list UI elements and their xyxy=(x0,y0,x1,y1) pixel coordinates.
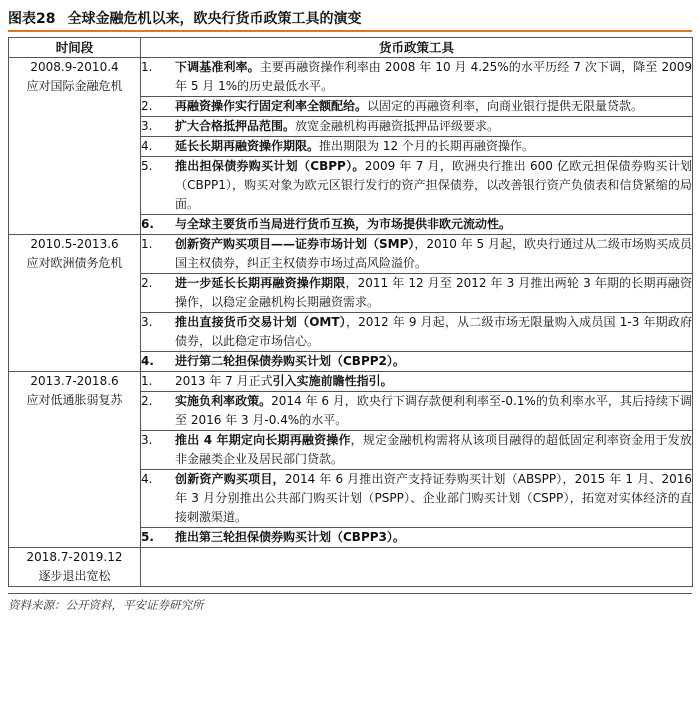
tool-cell xyxy=(141,137,693,157)
item-text-bold: 实施负利率政策。 xyxy=(175,394,272,408)
item-number: 3. xyxy=(141,433,153,447)
item-number: 4. xyxy=(141,139,153,153)
item-text xyxy=(175,470,692,527)
item-number: 5. xyxy=(141,159,153,173)
tool-cell xyxy=(141,352,693,372)
tool-cell xyxy=(141,215,693,235)
table-row xyxy=(9,58,693,97)
item-text-bold: 进一步延长长期再融资操作期限 xyxy=(175,276,346,290)
item-text-bold: 推出第三轮担保债券购买计划（CBPP3）。 xyxy=(175,530,405,544)
item-text-plain: 推出期限为 12 个月的长期再融资操作。 xyxy=(319,139,534,153)
tool-cell xyxy=(141,274,693,313)
item-number: 1. xyxy=(141,237,153,251)
item-number: 2. xyxy=(141,276,153,290)
item-text xyxy=(175,274,692,312)
header-period: 时间段 xyxy=(9,38,141,58)
item-number: 6. xyxy=(141,217,154,231)
figure-number: 图表28 xyxy=(8,11,56,27)
figure-title: 全球金融危机以来，欧央行货币政策工具的演变 xyxy=(67,11,362,27)
table-row xyxy=(9,235,693,274)
item-number: 3. xyxy=(141,315,153,329)
item-text-bold: 创新资产购买项目， xyxy=(175,472,285,486)
period-range: 2013.7-2018.6 xyxy=(30,374,119,388)
tool-cell xyxy=(141,58,693,97)
item-text-plain: 放宽金融机构再融资抵押品评级要求。 xyxy=(295,119,500,133)
item-number: 1. xyxy=(141,60,153,74)
item-text-plain: ，规定金融机构需将从该项目融得的超低固定利率资金用于发放非金融类企业及居民部门贷款。 xyxy=(175,433,692,466)
period-description: 应对国际金融危机 xyxy=(26,79,123,93)
item-text-plain: 2013 年 7 月正式 xyxy=(175,374,273,388)
item-text-bold: 进行第二轮担保债券购买计划（CBPP2）。 xyxy=(175,354,405,368)
item-text xyxy=(175,58,692,96)
item-number: 5. xyxy=(141,530,154,544)
item-text-bold: 推出担保债券购买计划（CBPP）。 xyxy=(175,159,365,173)
period-cell xyxy=(9,548,141,587)
item-text-bold: 创新资产购买项目——证券市场计划（SMP） xyxy=(175,237,415,251)
item-text xyxy=(175,431,692,469)
tool-cell xyxy=(141,372,693,392)
table-header-row xyxy=(9,38,693,58)
period-cell xyxy=(9,372,141,548)
item-text xyxy=(175,372,692,391)
period-range: 2010.5-2013.6 xyxy=(30,237,119,251)
item-text-plain: 2014 年 6 月推出资产支持证券购买计划（ABSPP），2015 年 1 月、2016 年 3 月分别推出公共部门购买计划（PSPP）、企业部门购买计划（CSPP），拓宽对实体经济的直接刺激渠道。 xyxy=(175,472,692,524)
item-number: 1. xyxy=(141,374,153,388)
item-text-bold: 下调基准利率。 xyxy=(175,60,260,74)
item-text xyxy=(175,352,692,371)
item-text-plain: ，2010 年 5 月起，欧央行通过从二级市场购买成员国主权债券，纠正主权债券市场过高风险溢价。 xyxy=(175,237,693,270)
table-row xyxy=(9,548,693,587)
item-text-plain: ，2011 年 12 月至 2012 年 3 月推出两轮 3 年期的长期再融资操作，以稳定金融机构长期融资需求。 xyxy=(175,276,692,309)
tool-cell-empty xyxy=(141,548,693,587)
item-text-plain: 主要再融资操作利率由 2008 年 10 月 4.25%的水平历经 7 次下调，降至 2009 年 5 月 1%的历史最低水平。 xyxy=(175,60,692,93)
period-description: 逐步退出宽松 xyxy=(38,569,111,583)
item-number: 3. xyxy=(141,119,153,133)
period-description: 应对欧洲债务危机 xyxy=(26,256,123,270)
tool-cell xyxy=(141,97,693,117)
period-cell xyxy=(9,58,141,235)
item-text-bold: 扩大合格抵押品范围。 xyxy=(175,119,296,133)
tool-cell xyxy=(141,392,693,431)
item-number: 2. xyxy=(141,394,153,408)
item-text-plain: 2009 年 7 月，欧洲央行推出 600 亿欧元担保债券购买计划（CBPP1），购买对象为欧元区银行发行的资产担保债券，以改善银行资产负债表和信贷紧缩的局面。 xyxy=(175,159,693,211)
tool-cell xyxy=(141,313,693,352)
tool-cell xyxy=(141,431,693,470)
header-tools: 货币政策工具 xyxy=(141,38,693,58)
item-text xyxy=(175,392,692,430)
chart-title-bar xyxy=(8,6,692,32)
tool-cell xyxy=(141,235,693,274)
period-range: 2018.7-2019.12 xyxy=(26,550,123,564)
tool-cell xyxy=(141,528,693,548)
item-text-bold: 推出直接货币交易计划（OMT） xyxy=(175,315,346,329)
table-body xyxy=(9,58,693,587)
item-number: 4. xyxy=(141,354,154,368)
item-text-bold: 再融资操作实行固定利率全额配给。 xyxy=(175,99,368,113)
item-text xyxy=(175,215,692,234)
item-text xyxy=(175,137,692,156)
item-number: 2. xyxy=(141,99,153,113)
period-description: 应对低通胀弱复苏 xyxy=(26,393,123,407)
source-note: 资料来源：公开资料，平安证券研究所 xyxy=(8,593,692,613)
policy-table xyxy=(8,37,693,587)
item-text xyxy=(175,313,692,351)
item-text-plain: 以固定的再融资利率，向商业银行提供无限量贷款。 xyxy=(367,99,644,113)
item-text xyxy=(175,528,692,547)
item-text-bold: 与全球主要货币当局进行货币互换，为市场提供非欧元流动性。 xyxy=(175,217,512,231)
period-range: 2008.9-2010.4 xyxy=(30,60,119,74)
item-text-plain: 2014 年 6 月，欧央行下调存款便利利率至-0.1%的负利率水平，其后持续下调至 2016 年 3 月-0.4%的水平。 xyxy=(175,394,692,427)
tool-cell xyxy=(141,157,693,215)
item-text xyxy=(175,157,692,214)
tool-cell xyxy=(141,470,693,528)
item-text-plain: ，2012 年 9 月起，从二级市场无限量购入成员国 1-3 年期政府债券，以此稳定市场信心。 xyxy=(175,315,692,348)
item-text xyxy=(175,235,692,273)
item-text-bold: 延长长期再融资操作期限。 xyxy=(175,139,320,153)
period-cell xyxy=(9,235,141,372)
item-text xyxy=(175,97,692,116)
item-text-bold: 推出 4 年期定向长期再融资操作 xyxy=(175,433,351,447)
table-row xyxy=(9,372,693,392)
item-text xyxy=(175,117,692,136)
item-number: 4. xyxy=(141,472,153,486)
tool-cell xyxy=(141,117,693,137)
item-text-bold: 引入实施前瞻性指引。 xyxy=(272,374,393,388)
